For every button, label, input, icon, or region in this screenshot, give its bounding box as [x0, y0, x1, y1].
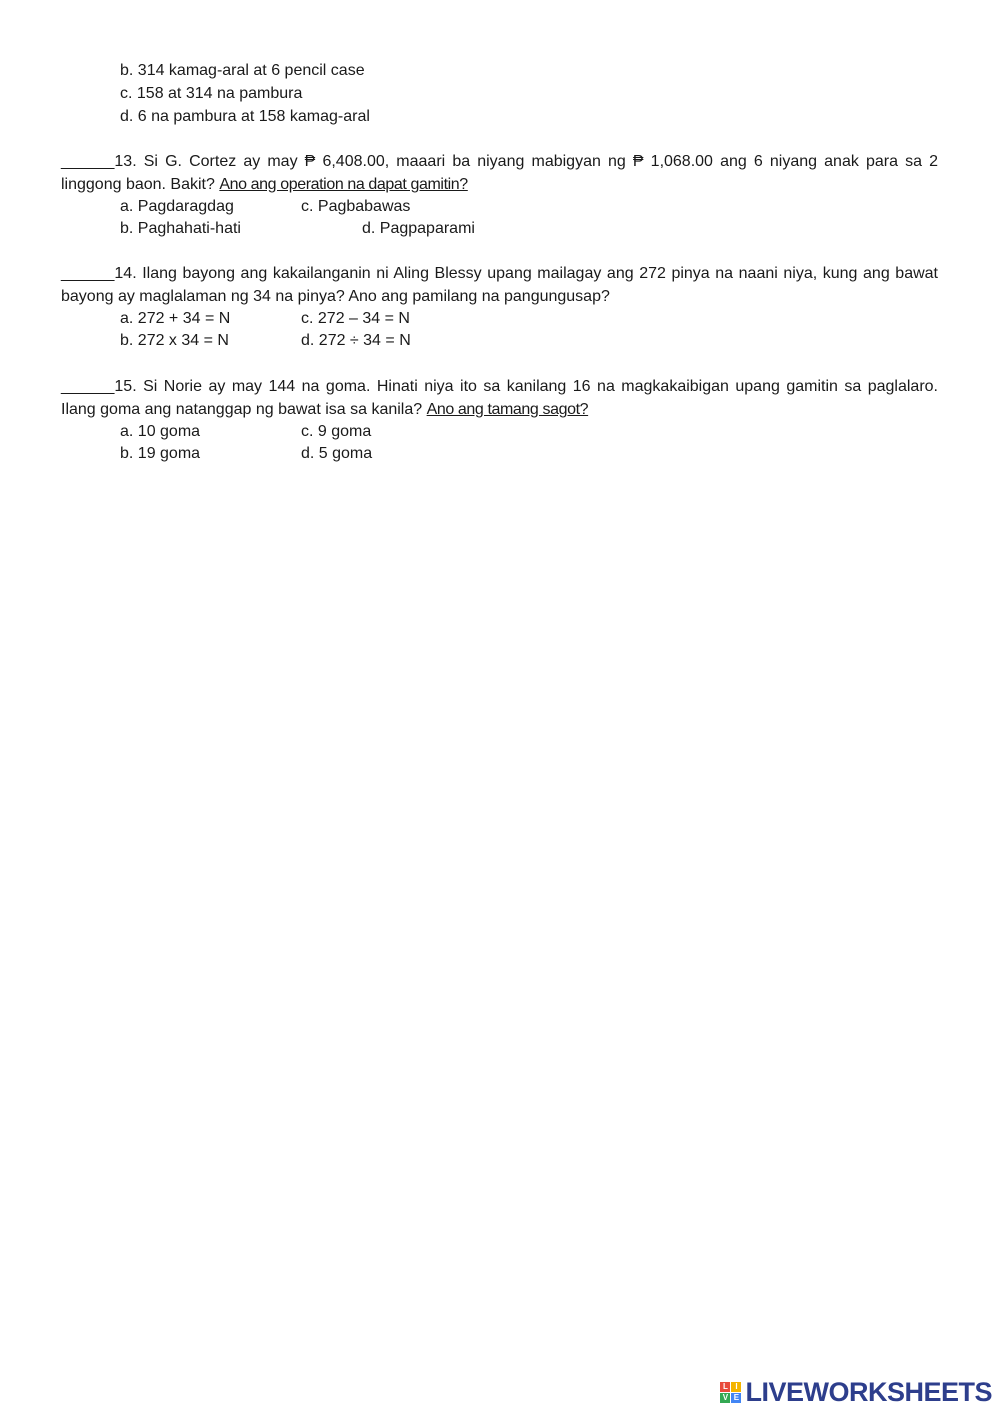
q13-option-a[interactable]: a. Pagdaragdag — [120, 198, 234, 215]
liveworksheets-logo[interactable] — [720, 1377, 992, 1407]
q13-option-d[interactable]: d. Pagpaparami — [362, 220, 475, 237]
q14-option-a[interactable]: a. 272 + 34 = N — [120, 310, 231, 327]
question-15-prompt: Ano ang tamang sagot? — [426, 401, 589, 418]
q15-option-d[interactable]: d. 5 goma — [301, 445, 373, 462]
question-13-text: 13. Si G. Cortez ay may ₱ 6,408.00, maaari ba niyang mabigyan ng ₱ 1,068.00 ang 6 niyang anak para sa 2 linggong baon. Bakit? — [61, 153, 938, 193]
q14-option-b[interactable]: b. 272 x 34 = N — [120, 332, 229, 349]
q15-option-a[interactable]: a. 10 goma — [120, 423, 201, 440]
answer-blank-13[interactable]: ______ — [61, 153, 115, 170]
question-15 — [61, 375, 938, 421]
q13-option-b[interactable]: b. Paghahati-hati — [120, 220, 241, 237]
logo-letter-e: E — [731, 1393, 741, 1403]
question-13-prompt: Ano ang operation na dapat gamitin? — [219, 176, 468, 193]
answer-blank-15[interactable]: ______ — [61, 378, 115, 395]
q14-option-d[interactable]: d. 272 ÷ 34 = N — [301, 332, 411, 349]
q15-option-c[interactable]: c. 9 goma — [301, 423, 372, 440]
q13-option-c[interactable]: c. Pagbabawas — [301, 198, 411, 215]
question-14-text: 14. Ilang bayong ang kakailanganin ni Aling Blessy upang mailagay ang 272 pinya na naani niya, kung ang bawat bayong ay maglalaman ng 34 na pinya? Ano ang pamilang na pangungusap? — [61, 265, 938, 305]
logo-letter-l: L — [720, 1382, 730, 1392]
option-c-prev: c. 158 at 314 na pambura — [120, 85, 303, 102]
q15-option-b[interactable]: b. 19 goma — [120, 445, 201, 462]
logo-letter-v: V — [720, 1393, 730, 1403]
option-b-prev: b. 314 kamag-aral at 6 pencil case — [120, 62, 365, 79]
option-d-prev: d. 6 na pambura at 158 kamag-aral — [120, 108, 370, 125]
question-13 — [61, 150, 938, 196]
logo-letter-i: I — [731, 1382, 741, 1392]
q14-option-c[interactable]: c. 272 – 34 = N — [301, 310, 410, 327]
question-15-text: 15. Si Norie ay may 144 na goma. Hinati niya ito sa kanilang 16 na magkakaibigan upang gamitin sa paglalaro. Ilang goma ang natanggap ng bawat isa sa kanila? — [61, 378, 938, 418]
logo-mark-icon — [720, 1382, 741, 1403]
answer-blank-14[interactable]: ______ — [61, 265, 115, 282]
logo-text: LIVEWORKSHEETS — [745, 1377, 992, 1407]
question-14 — [61, 262, 938, 308]
